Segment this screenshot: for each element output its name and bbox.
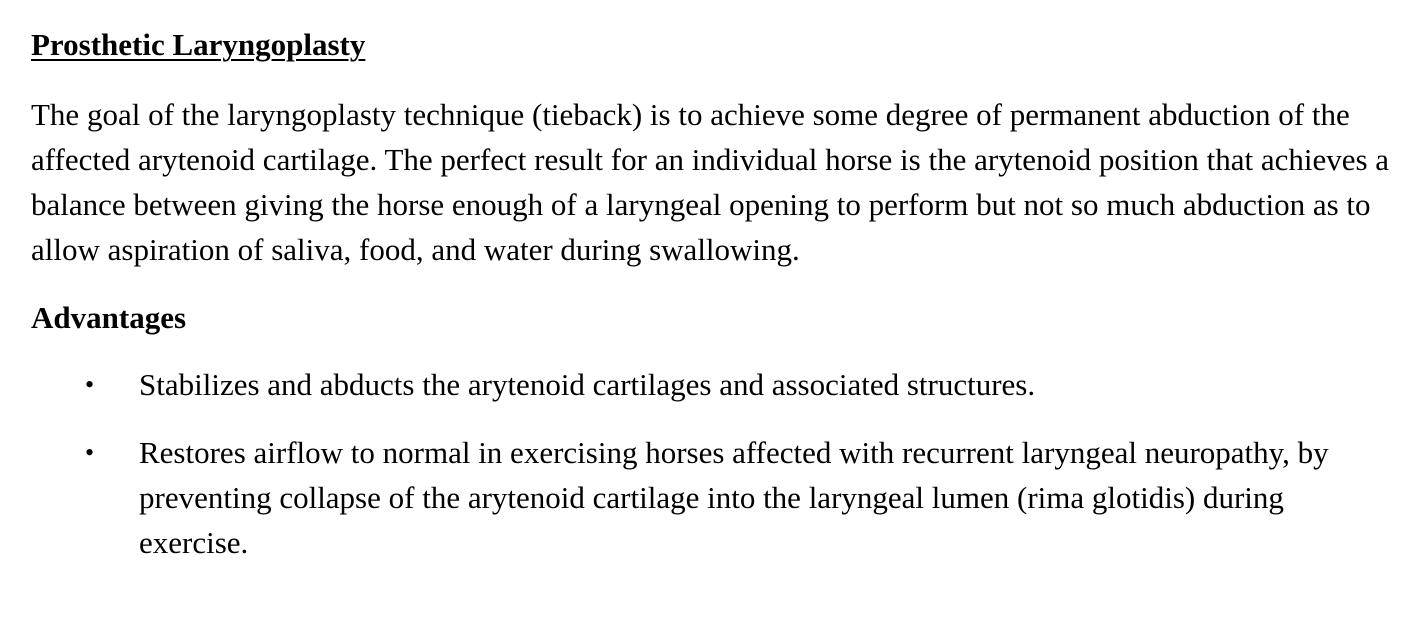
bullet-icon: • [85,370,95,399]
list-item [31,430,1395,565]
intro-paragraph: The goal of the laryngoplasty technique (tieback) is to achieve some degree of permanent abduction of the affected arytenoid cartilage. The perfect result for an individual horse is the arytenoid position that achieves a balance between giving the horse enough of a laryngeal opening to perform but not so much abduction as to allow aspiration of saliva, food, and water during swallowing. [31,97,1390,267]
list-item-text: Restores airflow to normal in exercising horses affected with recurrent laryngeal neuropathy, by preventing collapse of the arytenoid cartilage into the laryngeal lumen (rima glotidis) during exercise. [139,435,1329,560]
document-title: Prosthetic Laryngoplasty [31,27,366,62]
bullet-icon: • [85,438,95,467]
list-item-text: Stabilizes and abducts the arytenoid cartilages and associated structures. [139,367,1036,402]
list-item [31,362,1395,407]
advantages-list [31,362,1395,565]
advantages-heading: Advantages [31,300,187,335]
